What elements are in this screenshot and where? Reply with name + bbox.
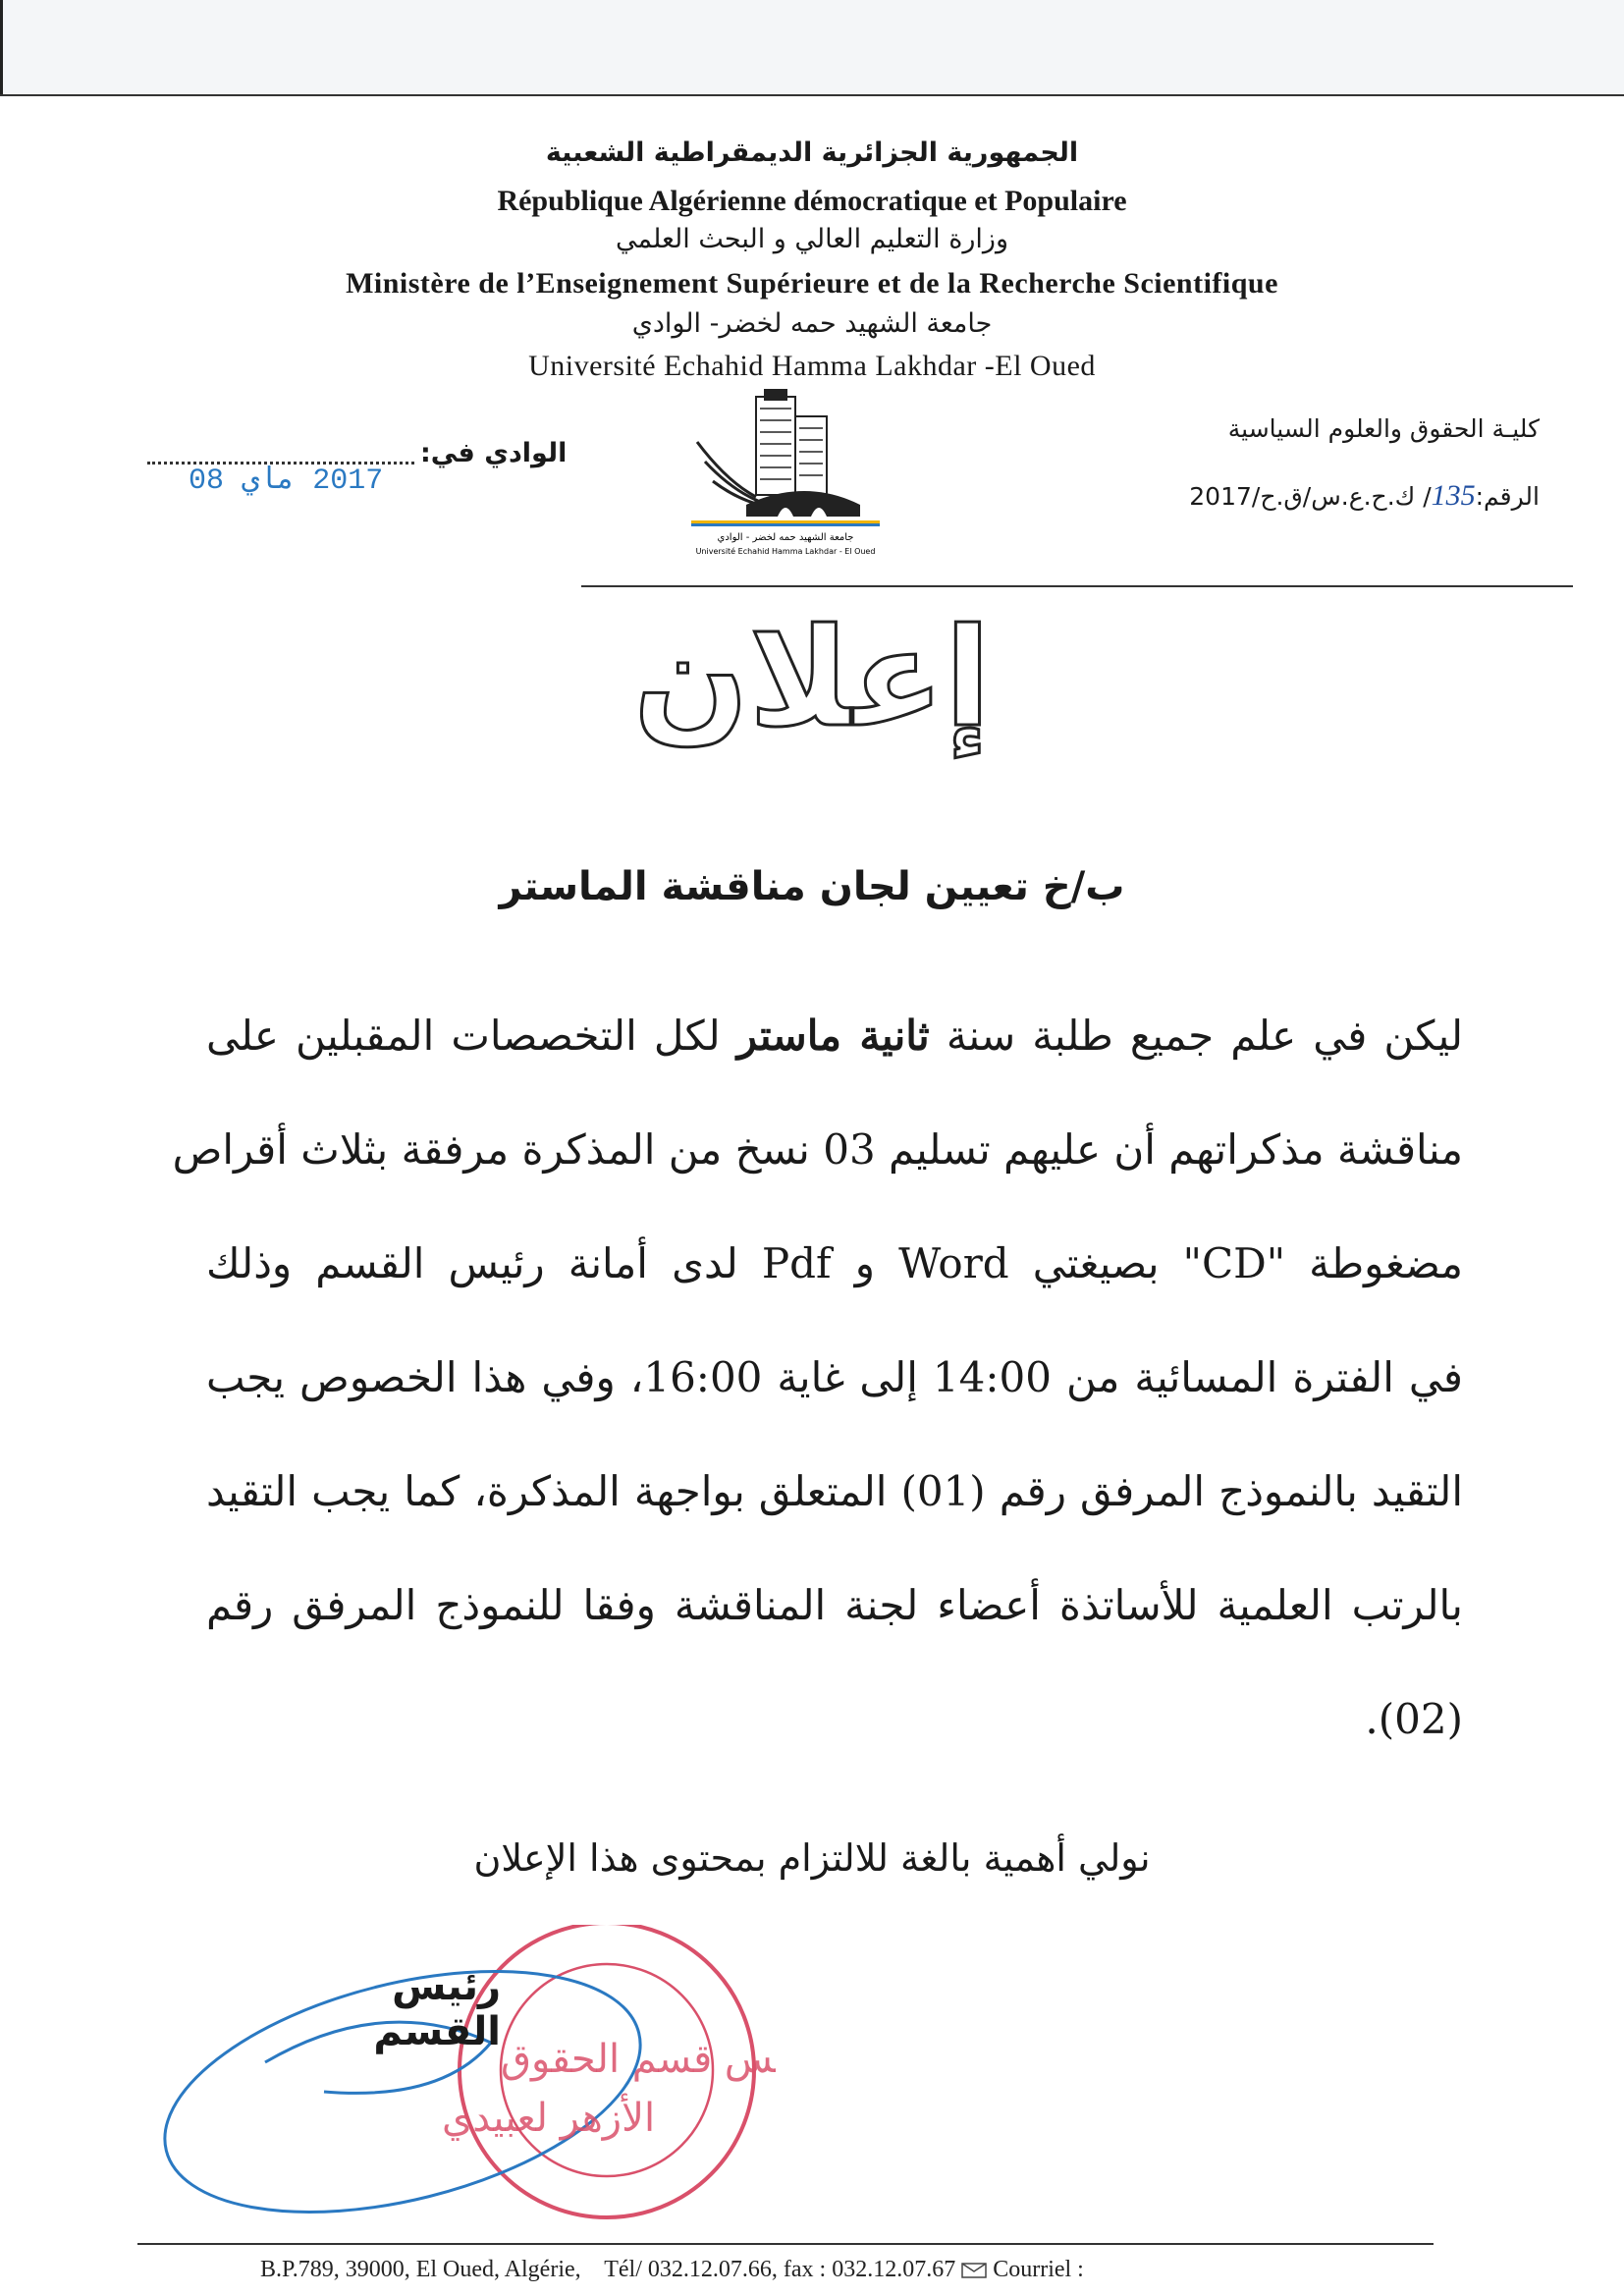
- reference-number: [1189, 479, 1540, 513]
- signer-title: رئيس القسم: [373, 1964, 501, 2054]
- university-ar: جامعة الشهيد حمه لخضر- الوادي: [631, 308, 993, 339]
- body-line-1: [206, 1011, 1463, 1060]
- footer-address: B.P.789, 39000, El Oued, Algérie,: [260, 2257, 581, 2282]
- faculty-name: كليـة الحقوق والعلوم السياسية: [1227, 414, 1540, 443]
- place-label: الوادي في:: [420, 438, 568, 468]
- republic-fr: République Algérienne démocratique et Populaire: [497, 185, 1127, 217]
- top-divider: [0, 94, 1624, 96]
- republic-ar: الجمهورية الجزائرية الديمقراطية الشعبية: [545, 137, 1079, 168]
- logo-caption-ar: جامعة الشهيد حمه لخضر - الوادي: [717, 532, 854, 543]
- email-icon: [961, 2263, 987, 2278]
- ministry-fr: Ministère de l’Enseignement Supérieure et de la Recherche Scientifique: [346, 267, 1278, 300]
- footer-email-label: Courriel :: [993, 2257, 1084, 2282]
- body-line-3: مضغوطة "CD" بصيغتي Word و Pdf لدى أمانة رئيس القسم وذلك: [206, 1239, 1464, 1287]
- body-line-7: (02).: [1365, 1695, 1463, 1743]
- reference-label: الرقم:: [1475, 482, 1540, 511]
- reference-value: 135: [1431, 479, 1476, 512]
- body-line-4: في الفترة المسائية من 14:00 إلى غاية 16:00، وفي هذا الخصوص يجب: [206, 1353, 1463, 1401]
- closing-note: نولي أهمية بالغة للالتزام بمحتوى هذا الإعلان: [473, 1836, 1151, 1880]
- university-logo-icon: [687, 383, 884, 558]
- body-line-1-end: لكل التخصصات المقبلين على: [206, 1011, 737, 1060]
- blue-stamp-line-1: س قسم الحقوق: [501, 2037, 775, 2082]
- body-line-1-start: ليكن في علم جميع طلبة سنة: [929, 1011, 1463, 1060]
- scan-margin: [0, 0, 1624, 94]
- footer-divider: [137, 2243, 1434, 2245]
- ministry-ar: وزارة التعليم العالي و البحث العلمي: [615, 224, 1008, 254]
- body-line-1-bold: ثانية ماستر: [736, 1011, 930, 1060]
- header-divider: [581, 585, 1573, 587]
- announcement-title: إعلان: [632, 599, 992, 757]
- red-seal-text: [147, 1925, 156, 1930]
- university-fr: Université Echahid Hamma Lakhdar -El Oued: [528, 350, 1096, 382]
- reference-suffix: / ك.ح.ع.س/ق.ح/2017: [1189, 482, 1432, 511]
- body-line-2: مناقشة مذكراتهم أن عليهم تسليم 03 نسخ من المذكرة مرفقة بثلاث أقراص: [172, 1125, 1463, 1174]
- body-line-5: التقيد بالنموذج المرفق رقم (01) المتعلق بواجهة المذكرة، كما يجب التقيد: [206, 1467, 1464, 1515]
- body-line-6: بالرتب العلمية للأساتذة أعضاء لجنة المناقشة وفقا للنموذج المرفق رقم: [206, 1581, 1463, 1629]
- date-stamp: 2017 ماي 08: [189, 465, 384, 498]
- blue-stamp-line-2: الأزهر لعبيدي: [442, 2096, 656, 2141]
- footer-contact: [260, 2257, 1084, 2283]
- announcement-subject: ب/خ تعيين لجان مناقشة الماستر: [499, 864, 1125, 909]
- svg-text:وزارة التعليم العالي و البحث ا: [147, 1925, 156, 1930]
- logo-caption-fr: Université Echahid Hamma Lakhdar - El Oued: [695, 547, 876, 556]
- scan-edge: [0, 0, 3, 94]
- footer-phone: Tél/ 032.12.07.66, fax : 032.12.07.67: [604, 2257, 956, 2282]
